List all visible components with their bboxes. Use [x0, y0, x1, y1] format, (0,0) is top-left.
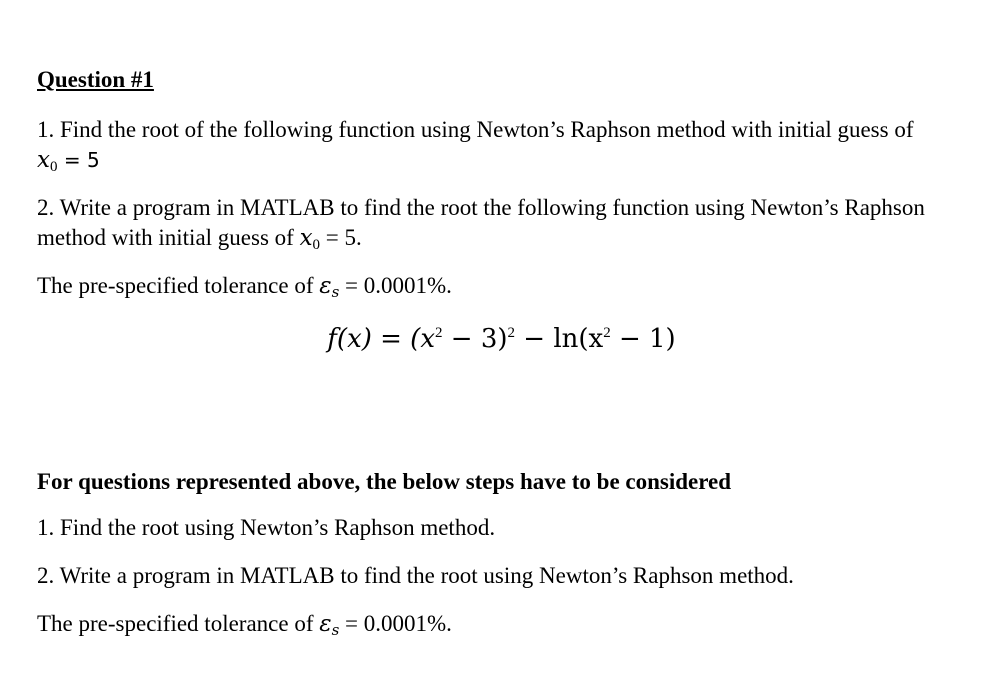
question-2-initial-guess: [37, 224, 362, 252]
step-1: 1. Find the root using Newton’s Raphson method.: [37, 515, 496, 540]
tolerance-2-epsilon: ε: [319, 611, 332, 637]
formula-mid: − 3): [442, 324, 508, 354]
q2-variable: x: [299, 225, 313, 251]
formula-square-1: 2: [435, 325, 443, 341]
tolerance-1-prefix: The pre-specified tolerance of: [37, 273, 320, 298]
initial-guess-value: = 5: [57, 148, 100, 172]
question-1-initial-guess: [37, 146, 100, 174]
initial-guess-subscript: 0: [49, 159, 58, 175]
tolerance-1-epsilon: ε: [319, 273, 332, 299]
step-2: 2. Write a program in MATLAB to find the root using Newton’s Raphson method.: [37, 563, 794, 588]
initial-guess-variable: x: [37, 147, 50, 173]
question-2-prefix: method with initial guess of: [37, 225, 300, 250]
question-1-text: 1. Find the root of the following function using Newton’s Raphson method with initial guess of: [37, 117, 914, 142]
tolerance-1-value: = 0.0001%.: [339, 273, 452, 298]
function-formula: [0, 324, 1003, 354]
tolerance-2-subscript: s: [331, 621, 340, 639]
formula-end: − 1): [610, 324, 676, 354]
tolerance-1-subscript: s: [331, 283, 340, 301]
question-2-text: 2. Write a program in MATLAB to find the root the following function using Newton’s Raphson: [37, 195, 925, 220]
q2-value: = 5.: [320, 225, 362, 250]
question-title: Question #1: [37, 67, 154, 92]
tolerance-2-value: = 0.0001%.: [339, 611, 452, 636]
formula-square-3: 2: [603, 325, 611, 341]
q2-subscript: 0: [312, 237, 321, 253]
formula-ln: − ln(x: [515, 324, 604, 354]
formula-lhs: f(x) = (x: [327, 324, 435, 354]
steps-heading: For questions represented above, the below steps have to be considered: [37, 469, 732, 494]
tolerance-statement-1: [37, 272, 452, 300]
formula-square-2: 2: [507, 325, 515, 341]
tolerance-2-prefix: The pre-specified tolerance of: [37, 611, 320, 636]
tolerance-statement-2: [37, 610, 452, 638]
